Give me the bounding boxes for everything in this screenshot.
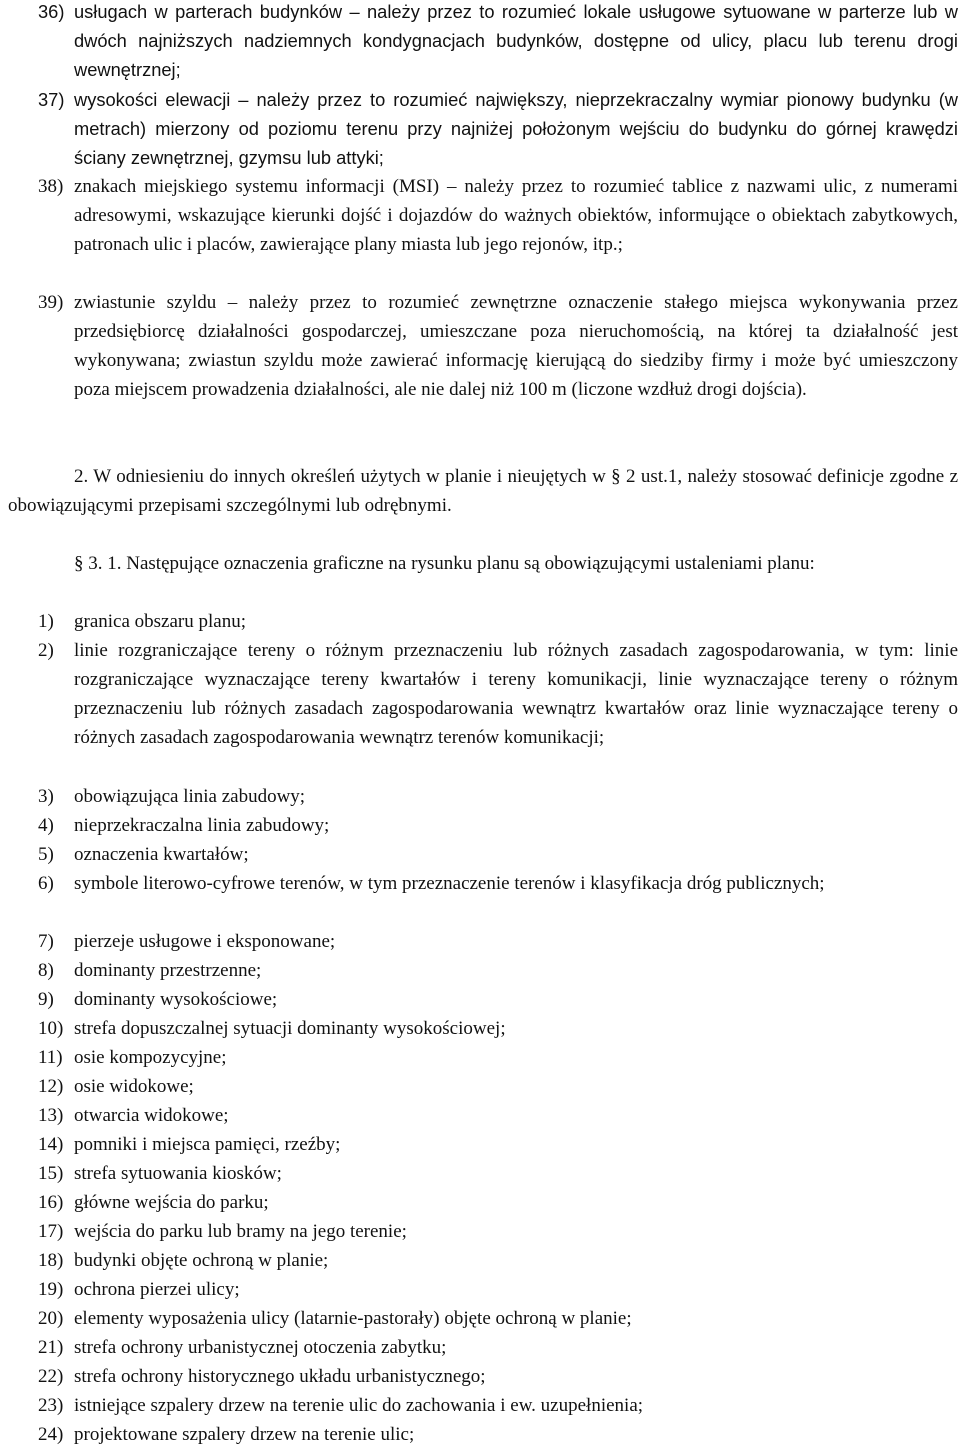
item-number: 5): [38, 844, 54, 865]
item-number: 16): [38, 1192, 64, 1213]
item-number: 17): [38, 1221, 64, 1242]
list-item: [38, 1188, 958, 1217]
item-text: wejścia do parku lub bramy na jego terenie;: [74, 1221, 407, 1242]
item-number: 7): [38, 931, 54, 952]
list-item: [38, 1014, 958, 1043]
definition-item-36: [38, 0, 958, 84]
item-text: usługach w parterach budynków – należy przez to rozumieć lokale usługowe sytuowane w parterze lub w dwóch najniższych nadziemnych kondygnacjach budynków, dostępne od ulicy, placu lub terenu drogi wewnętrznej;: [74, 1, 958, 80]
list-item: [38, 1333, 958, 1362]
paragraph-3: § 3. 1. Następujące oznaczenia graficzne na rysunku planu są obowiązującymi ustaleniami planu:: [74, 553, 815, 574]
item-number: 22): [38, 1366, 64, 1387]
item-text: elementy wyposażenia ulicy (latarnie-pastorały) objęte ochroną w planie;: [74, 1308, 632, 1329]
item-text: wysokości elewacji – należy przez to rozumieć największy, nieprzekraczalny wymiar pionowy budynku (w metrach) mierzony od poziomu terenu przy najniżej położonym wejściu do budynku do górnej krawędzi ściany zewnętrznej, gzymsu lub attyki;: [74, 89, 958, 168]
definition-item-39: [38, 288, 958, 404]
item-number: 38): [38, 176, 64, 197]
item-number: 24): [38, 1424, 64, 1445]
item-number: 9): [38, 989, 54, 1010]
item-text: granica obszaru planu;: [74, 611, 246, 632]
item-text: zwiastunie szyldu – należy przez to rozumieć zewnętrzne oznaczenie stałego miejsca wykonywania przez przedsiębiorcę działalności gospodarczej, umieszczane poza nieruchomością, na której ta działalność jest wykonywana; zwiastun szyldu może zawierać informację kierującą do siedziby firmy i może być umieszczony poza miejscem prowadzenia działalności, ale nie dalej niż 100 m (liczone wzdłuż drogi dojścia).: [74, 292, 958, 400]
list-item: [38, 985, 958, 1014]
item-text: ochrona pierzei ulicy;: [74, 1279, 240, 1300]
item-text: oznaczenia kwartałów;: [74, 844, 249, 865]
item-number: 2): [38, 640, 54, 661]
definition-item-38: [38, 172, 958, 259]
item-number: 19): [38, 1279, 64, 1300]
item-text: znakach miejskiego systemu informacji (MSI) – należy przez to rozumieć tablice z nazwami ulic, z numerami adresowymi, wskazujące kierunki dojść i dojazdów do ważnych obiektów, informujące o obiektach zabytkowych, patronach ulic i placów, zawierające plany miasta lub jego rejonów, itp.;: [74, 176, 958, 255]
item-number: 23): [38, 1395, 64, 1416]
item-number: 4): [38, 815, 54, 836]
list-item: [38, 782, 958, 811]
item-number: 39): [38, 292, 64, 313]
item-number: 21): [38, 1337, 64, 1358]
item-text: główne wejścia do parku;: [74, 1192, 269, 1213]
item-text: dominanty wysokościowe;: [74, 989, 278, 1010]
item-text: strefa ochrony historycznego układu urbanistycznego;: [74, 1366, 486, 1387]
item-number: 20): [38, 1308, 64, 1329]
item-number: 12): [38, 1076, 64, 1097]
item-text: pomniki i miejsca pamięci, rzeźby;: [74, 1134, 341, 1155]
list-item: [38, 869, 958, 898]
item-text: strefa dopuszczalnej sytuacji dominanty wysokościowej;: [74, 1018, 506, 1039]
list-item: [38, 811, 958, 840]
item-text: projektowane szpalery drzew na terenie ulic;: [74, 1424, 415, 1445]
item-number: 3): [38, 786, 54, 807]
item-text: pierzeje usługowe i eksponowane;: [74, 931, 336, 952]
item-text: nieprzekraczalna linia zabudowy;: [74, 815, 330, 836]
item-text: obowiązująca linia zabudowy;: [74, 786, 306, 807]
item-number: 13): [38, 1105, 64, 1126]
item-number: 8): [38, 960, 54, 981]
list-item: [38, 1275, 958, 1304]
item-text: dominanty przestrzenne;: [74, 960, 262, 981]
list-item: [38, 1072, 958, 1101]
list-item: [38, 1043, 958, 1072]
item-number: 10): [38, 1018, 64, 1039]
item-number: 11): [38, 1047, 63, 1068]
definition-item-37: [38, 85, 958, 172]
item-text: strefa sytuowania kiosków;: [74, 1163, 282, 1184]
item-number: 37): [38, 89, 65, 110]
list-item: [38, 927, 958, 956]
paragraph-2: 2. W odniesieniu do innych określeń użytych w planie i nieujętych w § 2 ust.1, należy stosować definicje zgodne z obowiązującymi przepisami szczególnymi lub odrębnymi.: [8, 466, 958, 516]
list-item: [38, 1101, 958, 1130]
item-number: 18): [38, 1250, 64, 1271]
list-item: [38, 607, 958, 636]
item-number: 1): [38, 611, 54, 632]
item-text: istniejące szpalery drzew na terenie ulic do zachowania i ew. uzupełnienia;: [74, 1395, 644, 1416]
item-text: budynki objęte ochroną w planie;: [74, 1250, 329, 1271]
list-item: [38, 1246, 958, 1275]
list-item: [38, 1130, 958, 1159]
list-item: [38, 1362, 958, 1391]
item-text: symbole literowo-cyfrowe terenów, w tym przeznaczenie terenów i klasyfikacja dróg publicznych;: [74, 873, 825, 894]
list-item: [38, 1391, 958, 1420]
list-item: [38, 956, 958, 985]
item-text: otwarcia widokowe;: [74, 1105, 229, 1126]
list-item: [38, 1304, 958, 1333]
list-item: [38, 1420, 958, 1449]
list-item: [38, 1159, 958, 1188]
item-number: 6): [38, 873, 54, 894]
list-item: [38, 636, 958, 752]
item-text: linie rozgraniczające tereny o różnym przeznaczeniu lub różnych zasadach zagospodarowania, w tym: linie rozgraniczające wyznaczające tereny kwartałów i tereny komunikacji, linie wyznaczające tereny o różnym przeznaczeniu lub różnych zasadach zagospodarowania wewnątrz kwartałów oraz linie wyznaczające tereny o różnych zasadach zagospodarowania wewnątrz terenów komunikacji;: [74, 640, 958, 748]
list-item: [38, 840, 958, 869]
item-text: osie widokowe;: [74, 1076, 194, 1097]
item-text: strefa ochrony urbanistycznej otoczenia zabytku;: [74, 1337, 447, 1358]
list-item: [38, 1217, 958, 1246]
item-number: 15): [38, 1163, 64, 1184]
item-text: osie kompozycyjne;: [74, 1047, 227, 1068]
item-number: 36): [38, 1, 65, 22]
item-number: 14): [38, 1134, 64, 1155]
